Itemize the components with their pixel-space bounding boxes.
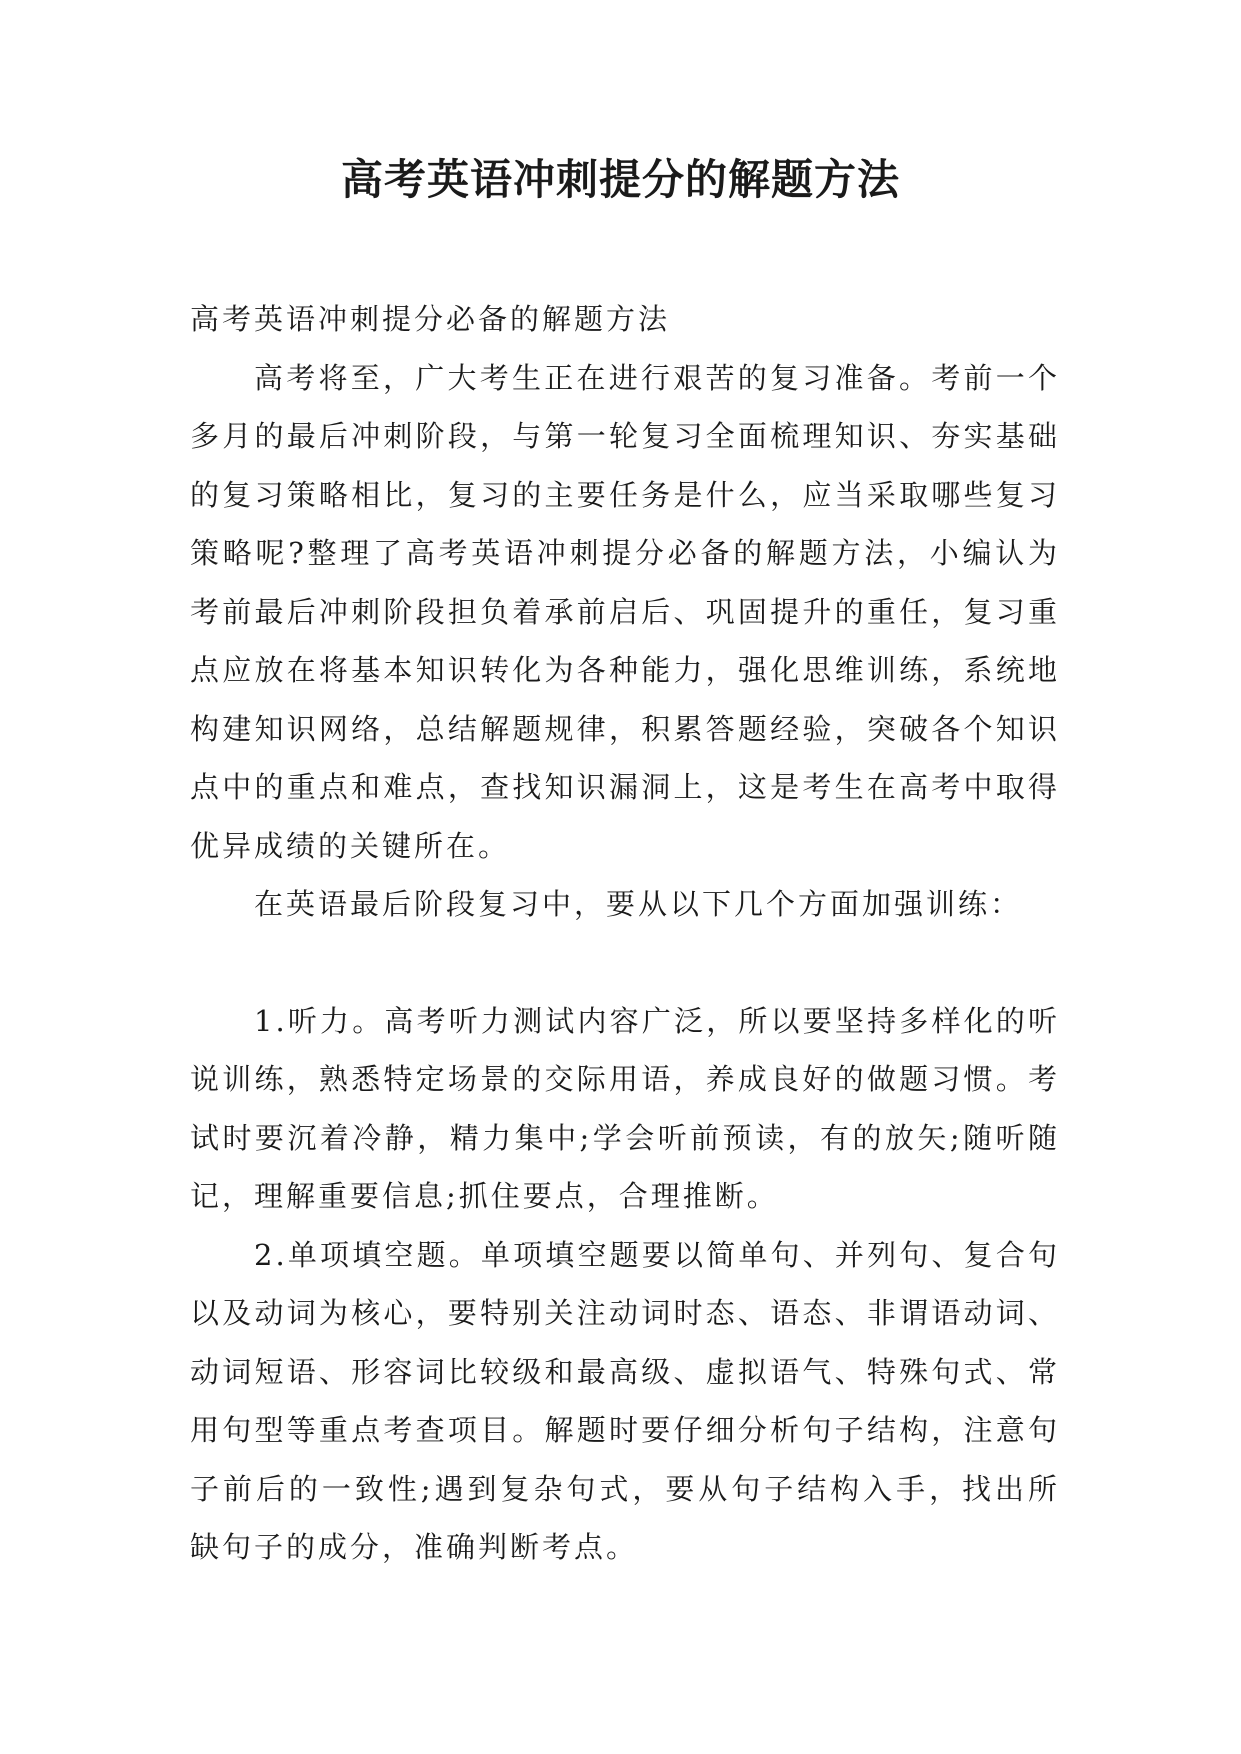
- document-body: [190, 290, 1060, 1577]
- paragraph-lead-in: 在英语最后阶段复习中，要从以下几个方面加强训练：: [254, 887, 1023, 921]
- paragraph-intro: 高考将至，广大考生正在进行艰苦的复习准备。考前一个多月的最后冲刺阶段，与第一轮复习全面梳理知识、夯实基础的复习策略相比，复习的主要任务是什么，应当采取哪些复习策略呢?整理了高考英语冲刺提分必备的解题方法，小编认为考前最后冲刺阶段担负着承前启后、巩固提升的重任，复习重点应放在将基本知识转化为各种能力，强化思维训练，系统地构建知识网络，总结解题规律，积累答题经验，突破各个知识点中的重点和难点，查找知识漏洞上，这是考生在高考中取得优异成绩的关键所在。: [190, 360, 1060, 863]
- document-subtitle: 高考英语冲刺提分必备的解题方法: [190, 302, 671, 336]
- document-title: 高考英语冲刺提分的解题方法: [340, 155, 900, 204]
- paragraph-spacer: [190, 934, 1060, 992]
- paragraph-item-1: 1.听力。高考听力测试内容广泛，所以要坚持多样化的听说训练，熟悉特定场景的交际用语，养成良好的做题习惯。考试时要沉着冷静，精力集中;学会听前预读，有的放矢;随听随记，理解重要信息;抓住要点，合理推断。: [190, 1003, 1060, 1213]
- paragraph-item-2: 2.单项填空题。单项填空题要以简单句、并列句、复合句以及动词为核心，要特别关注动词时态、语态、非谓语动词、动词短语、形容词比较级和最高级、虚拟语气、特殊句式、常用句型等重点考查项目。解题时要仔细分析句子结构，注意句子前后的一致性;遇到复杂句式，要从句子结构入手，找出所缺句子的成分，准确判断考点。: [190, 1237, 1060, 1564]
